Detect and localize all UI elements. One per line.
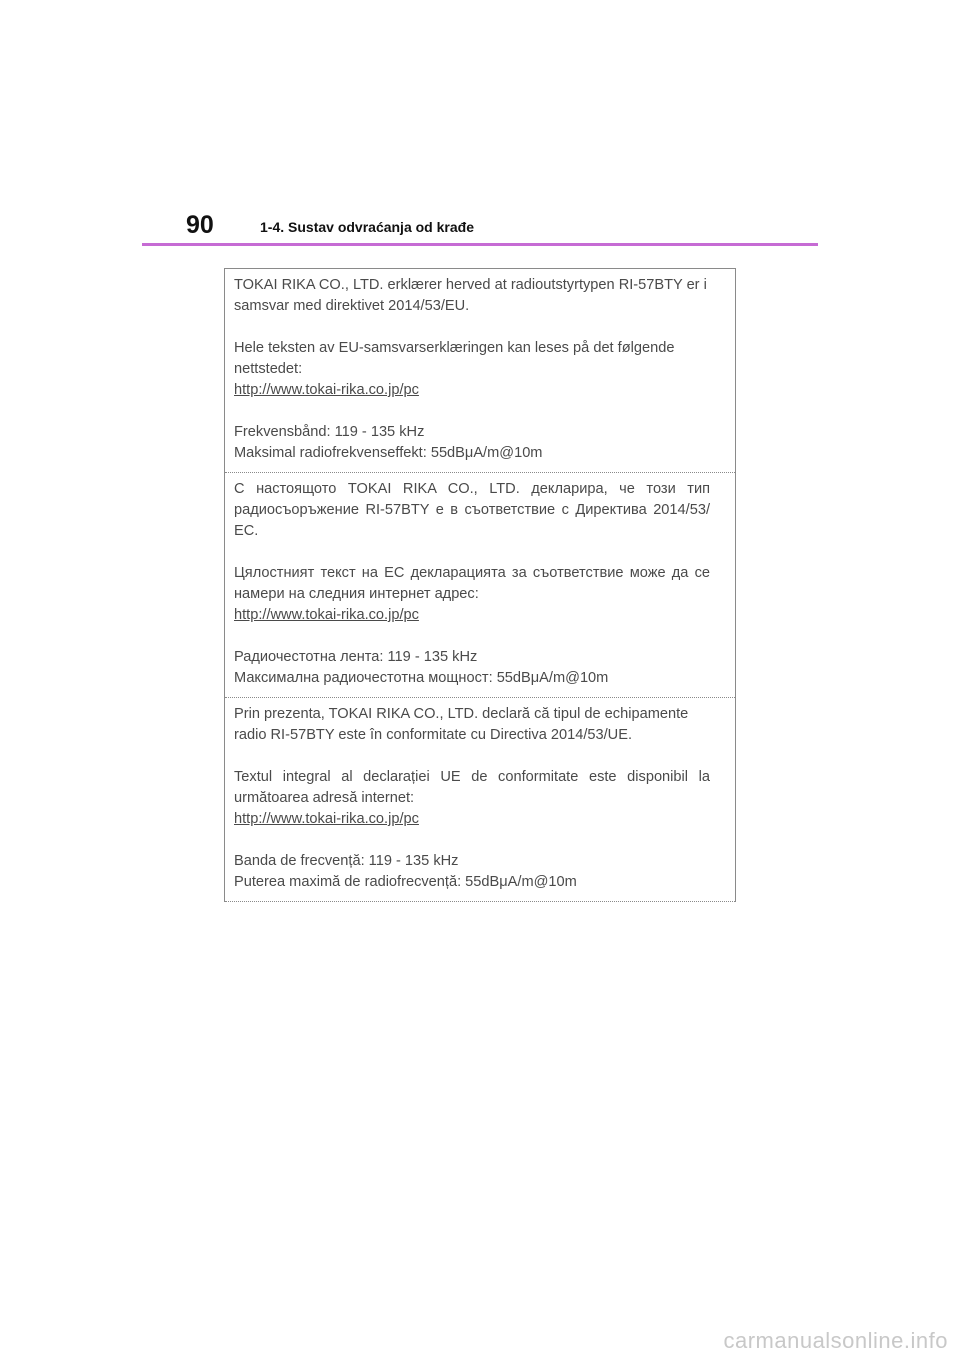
header-divider [142, 243, 818, 246]
watermark: carmanualsonline.info [723, 1328, 948, 1353]
declaration-section-bulgarian [225, 473, 735, 698]
declaration-section-norwegian [225, 269, 735, 473]
declaration-section-romanian [225, 698, 735, 902]
declaration-statement: TOKAI RIKA CO., LTD. erklærer herved at radioutstyrtypen RI-57BTY er i samsvar med direktivet 2014/53/EU. [234, 277, 707, 314]
page-header [0, 0, 960, 250]
declaration-link[interactable]: http://www.tokai-rika.co.jp/pc [234, 811, 419, 827]
max-power: Maksimal radiofrekvenseffekt: 55dBμA/m@10m [234, 445, 543, 461]
frequency-band: Радиочестотна лента: 119 - 135 kHz [234, 649, 478, 665]
declaration-link[interactable]: http://www.tokai-rika.co.jp/pc [234, 382, 419, 398]
full-text-notice: Hele teksten av EU-samsvarserklæringen kan leses på det følgende nettstedet: [234, 340, 675, 377]
frequency-band: Frekvensbånd: 119 - 135 kHz [234, 424, 425, 440]
declaration-link[interactable]: http://www.tokai-rika.co.jp/pc [234, 607, 419, 623]
max-power: Максимална радиочестотна мощност: 55dBμA/m@10m [234, 670, 609, 686]
declaration-statement: Prin prezenta, TOKAI RIKA CO., LTD. declară că tipul de echipamente radio RI-57BTY este în conformitate cu Directiva 2014/53/UE. [234, 706, 689, 743]
declaration-statement: С настоящото TOKAI RIKA CO., LTD. декларира, че този тип радиосъоръжение RI-57BTY е в съответствие с Директива 2014/53/ЕС. [234, 481, 710, 539]
max-power: Puterea maximă de radiofrecvență: 55dBμA/m@10m [234, 874, 577, 890]
declaration-box [224, 268, 736, 902]
section-title: 1-4. Sustav odvraćanja od krađe [260, 219, 474, 235]
full-text-notice: Textul integral al declarației UE de conformitate este disponibil la următoarea adresă internet: [234, 769, 710, 806]
page-number: 90 [186, 211, 214, 239]
frequency-band: Banda de frecvență: 119 - 135 kHz [234, 853, 459, 869]
full-text-notice: Цялостният текст на ЕС декларацията за съответствие може да се намери на следния интернет адрес: [234, 565, 710, 602]
